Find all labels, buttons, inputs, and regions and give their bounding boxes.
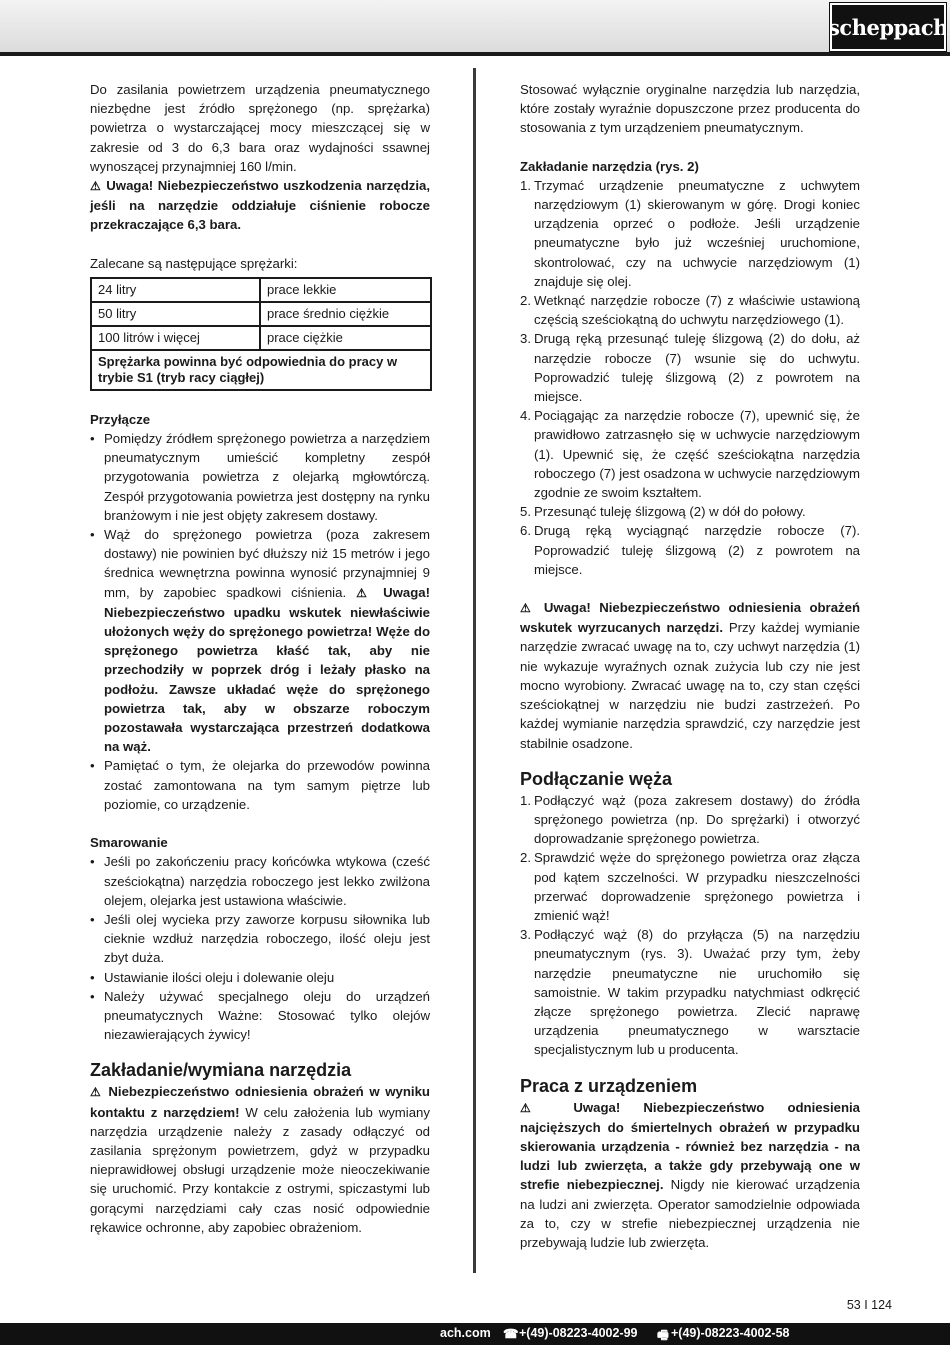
table-cell: 100 litrów i więcej (91, 326, 260, 350)
list-item: 3. Drugą ręką przesunąć tuleję ślizgową (2) do dołu, aż narzędzie robocze (7) wsunie się do uchwytu. Poprowadzić tuleję ślizgową (2) z powrotem na miejsce. (520, 331, 860, 405)
compressor-table-caption: Zalecane są następujące sprężarki: (90, 255, 298, 271)
warning-icon: ⚠ (90, 179, 102, 194)
footer-bar (0, 1323, 950, 1345)
tool-change-text: ⚠ Niebezpieczeństwo odniesienia obrażeń w wyniku kontaktu z narzędziem! W celu założenia lub wymiany narzędzia urządzenie należy z zasady odłączyć od zasilania sprężonym powietrzem, gdyż w przypadku nieprawidłowej obsługi urządzenie może nieoczekiwanie się uruchomić. Przy kontakcie z ostrymi, spiczastymi lub gorącymi narzędziami cały czas nosić odpowiednie rękawice ochronne, aby zapobiec obrażeniom. (90, 1084, 430, 1235)
list-item: 6. Drugą ręką wyciągnąć narzędzie robocze (7). Poprowadzić tuleję ślizgową (2) z powrotem na miejsce. (520, 523, 860, 577)
connection-heading: Przyłącze (90, 411, 151, 427)
warning-icon: ⚠ (520, 601, 536, 616)
list-item: 5. Przesunąć tuleję ślizgową (2) w dół do połowy. (520, 504, 806, 520)
header-bar (0, 0, 950, 56)
list-item: 3. Podłączyć wąż (8) do przyłącza (5) na narzędziu pneumatycznym (rys. 3). Uważać przy tym, żeby narzędzie pneumatyczne nie uruchomiło się samoistnie. W takim przypadku natychmiast odkręcić złącze sprężonego powietrza. Zlecić naprawę urządzenia pneumatycznego w warsztacie specjalistycznym lub u producenta. (520, 927, 860, 1058)
operation-heading: Praca z urządzeniem (520, 1075, 698, 1096)
warning-icon: ⚠ (90, 1085, 103, 1100)
left-column (90, 80, 430, 1237)
warning-icon: ⚠ (520, 1100, 551, 1115)
hose-connection-steps (520, 791, 860, 1060)
list-item: • Ustawianie ilości oleju i dolewanie oleju (90, 968, 430, 987)
list-item: 4. Pociągając za narzędzie robocze (7), upewnić się, że prawidłowo zatrzasnęło się w uchwycie narzędziowym (1). Upewnić się, że część sześciokątna narzędzia roboczego (7) jest osadzona w uchwycie narzędziowym zgodnie ze swoim kształtem. (520, 408, 860, 501)
table-cell: 50 litry (91, 302, 260, 326)
operation-warning: ⚠ Uwaga! Niebezpieczeństwo odniesienia najcięższych do śmiertelnych obrażeń w przypadku skierowania urządzenia - również bez narzędzia - na ludzi lub zwierzęta, a także gdy przebywają one w strefie niebezpiecznej. Nigdy nie kierować urządzenia na ludzi ani zwierzęta. Operator samodzielnie odpowiada za to, czy w strefie niebezpiecznej urządzenia nie przebywają ludzie lub zwierzęta. (520, 1099, 861, 1250)
table-note: Sprężarka powinna być odpowiednia do pracy w trybie S1 (tryb racy ciągłej) (91, 350, 431, 390)
footer-web: ach.com (440, 1326, 491, 1340)
list-item: 2. Wetknąć narzędzie robocze (7) z właściwie ustawioną częścią sześciokątną do uchwytu narzędziowego (1). (520, 293, 860, 328)
right-column (520, 80, 860, 1252)
table-cell: prace lekkie (260, 278, 431, 302)
list-item: 2. Sprawdzić węże do sprężonego powietrza oraz złącza pod kątem szczelności. W przypadku nieszczelności przerwać doprowadzenie sprężonego powietrza i zmienić wąż! (520, 850, 860, 923)
ejected-tools-warning: ⚠ Uwaga! Niebezpieczeństwo odniesienia obrażeń wskutek wyrzucanych narzędzi. Przy każdej wymianie narzędzie zwracać uwagę na to, czy uchwyt narzędzia (1) nie wykazuje wyraźnych oznak zużycia lub czy nie jest mocno wyrobiony. Zwracać uwagę na to, czy stan części sześciokątnej w narzędziu nie budzi zastrzeżeń. Po każdej wymianie narzędzia sprawdzić, czy narzędzie jest stabilnie osadzone. (520, 600, 861, 751)
phone-icon: ☎ (503, 1327, 519, 1341)
table-row (91, 350, 431, 390)
lubrication-heading: Smarowanie (90, 835, 168, 851)
compressor-table (90, 277, 432, 391)
tool-fitting-steps (520, 176, 860, 579)
compressed-air-intro: Do zasilania powietrzem urządzenia pneumatycznego niezbędne jest źródło sprężonego (np. sprężarka) powietrza o wystarczającej mocy mieszczącej się w zakresie od 3 do 6,3 bara oraz wydajności ssawnej wynoszącej przynajmniej 160 l/min. (90, 82, 430, 174)
page-number: 53 I 124 (846, 1298, 892, 1312)
table-row (91, 326, 431, 350)
lubrication-list (90, 852, 430, 1044)
column-divider (473, 68, 476, 1273)
original-tools-intro: Stosować wyłącznie oryginalne narzędzia lub narzędzia, które zostały wyraźnie dopuszczone przez producenta do stosowania z tym urządzeniem pneumatycznym. (520, 82, 860, 136)
connection-list (90, 429, 430, 814)
list-item: • Należy używać specjalnego oleju do urządzeń pneumatycznych Ważne: Stosować tylko olejów niezawierających żywicy! (90, 987, 430, 1045)
hose-connection-heading: Podłączanie węża (520, 768, 673, 789)
footer-fax: +(49)-08223-4002-58 (671, 1326, 790, 1340)
list-item: 1. Podłączyć wąż (poza zakresem dostawy) do źródła sprężonego powietrza (np. Do sprężarki) i otworzyć doprowadzanie sprężonego powietrza. (520, 792, 860, 847)
tool-change-heading: Zakładanie/wymiana narzędzia (90, 1060, 352, 1081)
list-item: • Pamiętać o tym, że olejarka do przewodów powinna zostać zamontowana na tym samym piętrze lub poziomie, co urządzenie. (90, 756, 430, 814)
table-row (91, 302, 431, 326)
tool-fitting-heading: Zakładanie narzędzia (rys. 2) (520, 158, 699, 174)
table-cell: 24 litry (91, 278, 260, 302)
list-item: • Wąż do sprężonego powietrza (poza zakresem dostawy) nie powinien być dłuższy niż 15 metrów i jego średnica wewnętrzna powinna wynosić przynajmniej 9 mm, by zapobiec spadkowi ciśnienia. ⚠ Uwaga! Niebezpieczeństwo upadku wskutek niewłaściwie ułożonych węży do sprężonego powietrza! Węże do sprężonego powietrza kłaść tak, aby nie przechodziły w poprzek dróg i leżały płasko na podłożu. Zawsze układać węże do sprężonego powietrza tak, aby w obszarze roboczym pozostawała wystarczająca przestrzeń dodatkowa na wąż. (90, 525, 430, 756)
list-item: 1. Trzymać urządzenie pneumatyczne z uchwytem narzędziowym (1) skierowanym w górę. Drogi koniec urządzenia oprzeć o podłoże. Jeśli urządzenie pneumatyczne było już wcześniej uruchomione, skontrolować, czy na uchwycie narzędziowym (1) znajduje się olej. (520, 177, 860, 289)
table-cell: prace średnio ciężkie (260, 302, 431, 326)
table-cell: prace ciężkie (260, 326, 431, 350)
list-item: • Pomiędzy źródłem sprężonego powietrza a narzędziem pneumatycznym umieścić kompletny zespół przygotowania powietrza z olejarką mgłowtórczą. Zespół przygotowania powietrza jest dostępny na rynku branżowym i nie jest objęty zakresem dostawy. (90, 429, 430, 525)
pressure-warning: ⚠ Uwaga! Niebezpieczeństwo uszkodzenia narzędzia, jeśli na narzędzie oddziałuje ciśnienie robocze przekraczające 6,3 bara. (90, 178, 431, 233)
list-item: • Jeśli po zakończeniu pracy końcówka wtykowa (cześć sześciokątna) narzędzia roboczego jest lekko zwilżona olejem, olejarka jest ustawiona właściwie. (90, 852, 430, 910)
table-row (91, 278, 431, 302)
list-item: • Jeśli olej wycieka przy zaworze korpusu siłownika lub cieknie wzdłuż narzędzia roboczego, ilość oleju jest zbyt duża. (90, 910, 430, 968)
warning-icon: ⚠ (356, 585, 374, 600)
scheppach-logo: scheppach (830, 3, 946, 51)
footer-phone: +(49)-08223-4002-99 (519, 1326, 638, 1340)
fax-icon: 🖷 (657, 1328, 669, 1342)
